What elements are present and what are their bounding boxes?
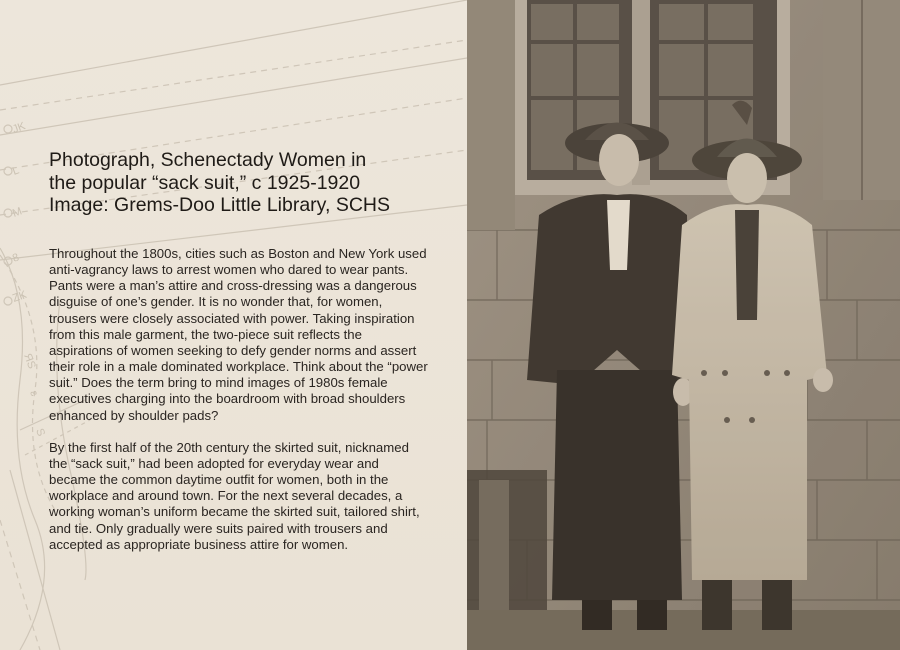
caption-line-3: Image: Grems-Doo Little Library, SCHS: [49, 194, 390, 216]
body-text: [49, 246, 429, 569]
photo-caption: [49, 149, 439, 217]
caption-line-2: the popular “sack suit,” c 1925-1920: [49, 171, 361, 194]
pattern-mark-8: S: [33, 426, 47, 438]
pattern-mark-4: 8: [10, 251, 21, 265]
pattern-mark-2: L: [10, 164, 21, 178]
pattern-mark-7: ɛ: [27, 388, 41, 398]
pattern-mark-5: ZK: [10, 288, 29, 305]
historical-photograph: [467, 0, 900, 650]
pattern-mark-1: JK: [10, 120, 28, 136]
paragraph-2: By the first half of the 20th century the skirted suit, nicknamed the “sack suit,” had been adopted for everyday wear and became the common daytime outfit for women, both in the workplace and around town. For the next several decades, a working woman’s uniform became the skirted suit, tailored shirt, and tie. Only gradually were suits paired with trousers and accepted as appropriate business attire for women.: [49, 439, 420, 552]
paragraph-1: Throughout the 1800s, cities such as Boston and New York used anti-vagrancy laws to arrest women who dared to wear pants. Pants were a man’s attire and cross-dressing was a dangerous disguise of one’s gender. It is no wonder that, for women, trousers were closely associated with power. Taking inspiration from this male garment, the two-piece suit reflects the aspirations of women seeking to defy gender norms and assert their role in a male dominated workplace. Think about the “power suit.” Does the term bring to mind images of 1980s female executives charging into the boardroom with broad shoulders enhanced by shoulder pads?: [49, 246, 428, 423]
caption-line-1: Photograph, Schenectady Women in: [49, 149, 367, 171]
pattern-mark-3: M: [10, 205, 24, 220]
pattern-mark-6: ЯS: [21, 351, 38, 371]
